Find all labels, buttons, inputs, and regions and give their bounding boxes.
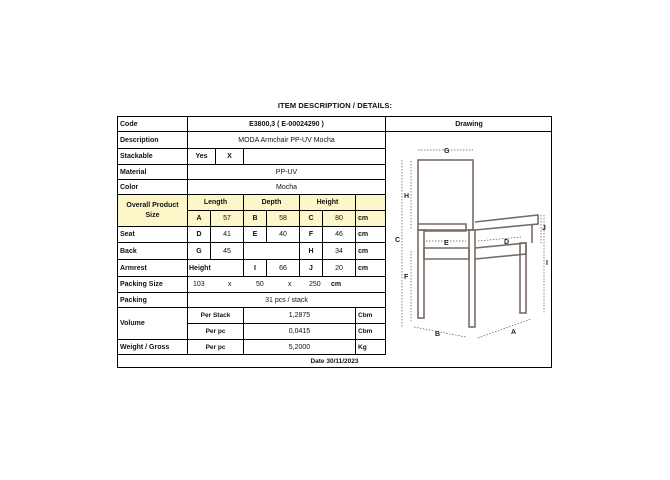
volume-per-stack-label: Per Stack	[188, 308, 244, 324]
dim-d-value: 41	[211, 227, 244, 243]
weight-label: Weight / Gross	[118, 340, 188, 355]
code-value: E3800,3 ( E-00024290 )	[188, 117, 386, 132]
weight-unit: Kg	[356, 340, 386, 355]
armrest-label: Armrest	[118, 260, 188, 277]
drawing-letter-c: C	[395, 237, 401, 244]
dim-c-letter: C	[300, 211, 323, 227]
overall-unit-header	[356, 195, 386, 211]
volume-per-pc-value: 0,0415	[244, 324, 356, 340]
volume-label: Volume	[118, 308, 188, 340]
chair-leg-front-right	[469, 230, 475, 327]
dim-c-value: 80	[323, 211, 356, 227]
dim-e-value: 40	[267, 227, 300, 243]
armrest-height-label: Height	[188, 260, 244, 277]
chair-leg-front-left	[418, 230, 424, 318]
stackable-label: Stackable	[118, 149, 188, 165]
packing-label: Packing	[118, 293, 188, 308]
color-value: Mocha	[188, 180, 386, 195]
overall-size-label-line1: Overall Product	[126, 201, 179, 209]
dim-b-value: 58	[267, 211, 300, 227]
dim-h-letter: H	[300, 243, 323, 260]
dim-a-value: 57	[211, 211, 244, 227]
dim-h-value: 34	[323, 243, 356, 260]
back-empty	[244, 243, 300, 260]
packing-size-width: 50	[256, 281, 264, 288]
weight-value: 5,2000	[244, 340, 356, 355]
dim-e-letter: E	[244, 227, 267, 243]
dim-g-letter: G	[188, 243, 211, 260]
page-title: ITEM DESCRIPTION / DETAILS:	[277, 101, 393, 110]
color-label: Color	[118, 180, 188, 195]
description-label: Description	[118, 132, 188, 149]
depth-header: Depth	[244, 195, 300, 211]
height-header: Height	[300, 195, 356, 211]
volume-per-stack-unit: Cbm	[356, 308, 386, 324]
packing-size-length: 103	[193, 281, 205, 288]
drawing-letter-e: E	[444, 240, 449, 247]
weight-per-pc-label: Per pc	[188, 340, 244, 355]
dim-d-letter: D	[188, 227, 211, 243]
dim-j-value: 20	[323, 260, 356, 277]
item-details-sheet	[117, 116, 552, 368]
drawing-header: Drawing	[386, 117, 552, 132]
packing-size-values	[188, 277, 386, 293]
dim-a-letter: A	[188, 211, 211, 227]
chair-backrest	[418, 160, 473, 230]
drawing-letter-h: H	[404, 193, 410, 200]
chair-seat-depth	[475, 243, 526, 259]
overall-size-label	[118, 195, 188, 227]
packing-size-label: Packing Size	[118, 277, 188, 293]
packing-size-height: 250	[309, 281, 321, 288]
date-footer: Date 30/11/2023	[310, 357, 359, 365]
packing-size-unit: cm	[331, 281, 342, 288]
chair-drawing-svg	[386, 131, 552, 355]
volume-per-pc-label: Per pc	[188, 324, 244, 340]
dim-i-letter: I	[244, 260, 267, 277]
armrest-unit: cm	[356, 260, 386, 277]
seat-label: Seat	[118, 227, 188, 243]
volume-per-pc-unit: Cbm	[356, 324, 386, 340]
dim-b-letter: B	[244, 211, 267, 227]
drawing-letter-b: B	[435, 331, 441, 338]
volume-per-stack-value: 1,2875	[244, 308, 356, 324]
dim-f-letter: F	[300, 227, 323, 243]
stackable-yes: Yes	[188, 149, 216, 165]
drawing-letter-d: D	[504, 239, 510, 246]
chair-seat	[424, 248, 469, 259]
chair-drawing	[386, 131, 552, 355]
stackable-empty	[244, 149, 386, 165]
drawing-letter-i: I	[546, 260, 548, 267]
dim-line-a	[478, 319, 531, 338]
material-value: PP-UV	[188, 165, 386, 180]
back-unit: cm	[356, 243, 386, 260]
drawing-letter-f: F	[404, 274, 409, 281]
back-label: Back	[118, 243, 188, 260]
packing-size-x2: x	[288, 281, 292, 288]
drawing-letter-a: A	[511, 329, 517, 336]
overall-unit: cm	[356, 211, 386, 227]
packing-value: 31 pcs / stack	[188, 293, 386, 308]
seat-unit: cm	[356, 227, 386, 243]
dim-line-d	[478, 237, 521, 241]
description-value: MODA Armchair PP-UV Mocha	[188, 132, 386, 149]
packing-size-x1: x	[228, 281, 232, 288]
dim-j-letter: J	[300, 260, 323, 277]
drawing-letter-g: G	[444, 148, 450, 155]
dim-f-value: 46	[323, 227, 356, 243]
dim-i-value: 66	[267, 260, 300, 277]
code-label: Code	[118, 117, 188, 132]
drawing-letter-j: J	[542, 225, 546, 232]
stackable-mark: X	[216, 149, 244, 165]
chair-armrest-right	[475, 215, 538, 230]
overall-size-label-line2: Size	[145, 211, 160, 219]
length-header: Length	[188, 195, 244, 211]
dim-g-value: 45	[211, 243, 244, 260]
material-label: Material	[118, 165, 188, 180]
